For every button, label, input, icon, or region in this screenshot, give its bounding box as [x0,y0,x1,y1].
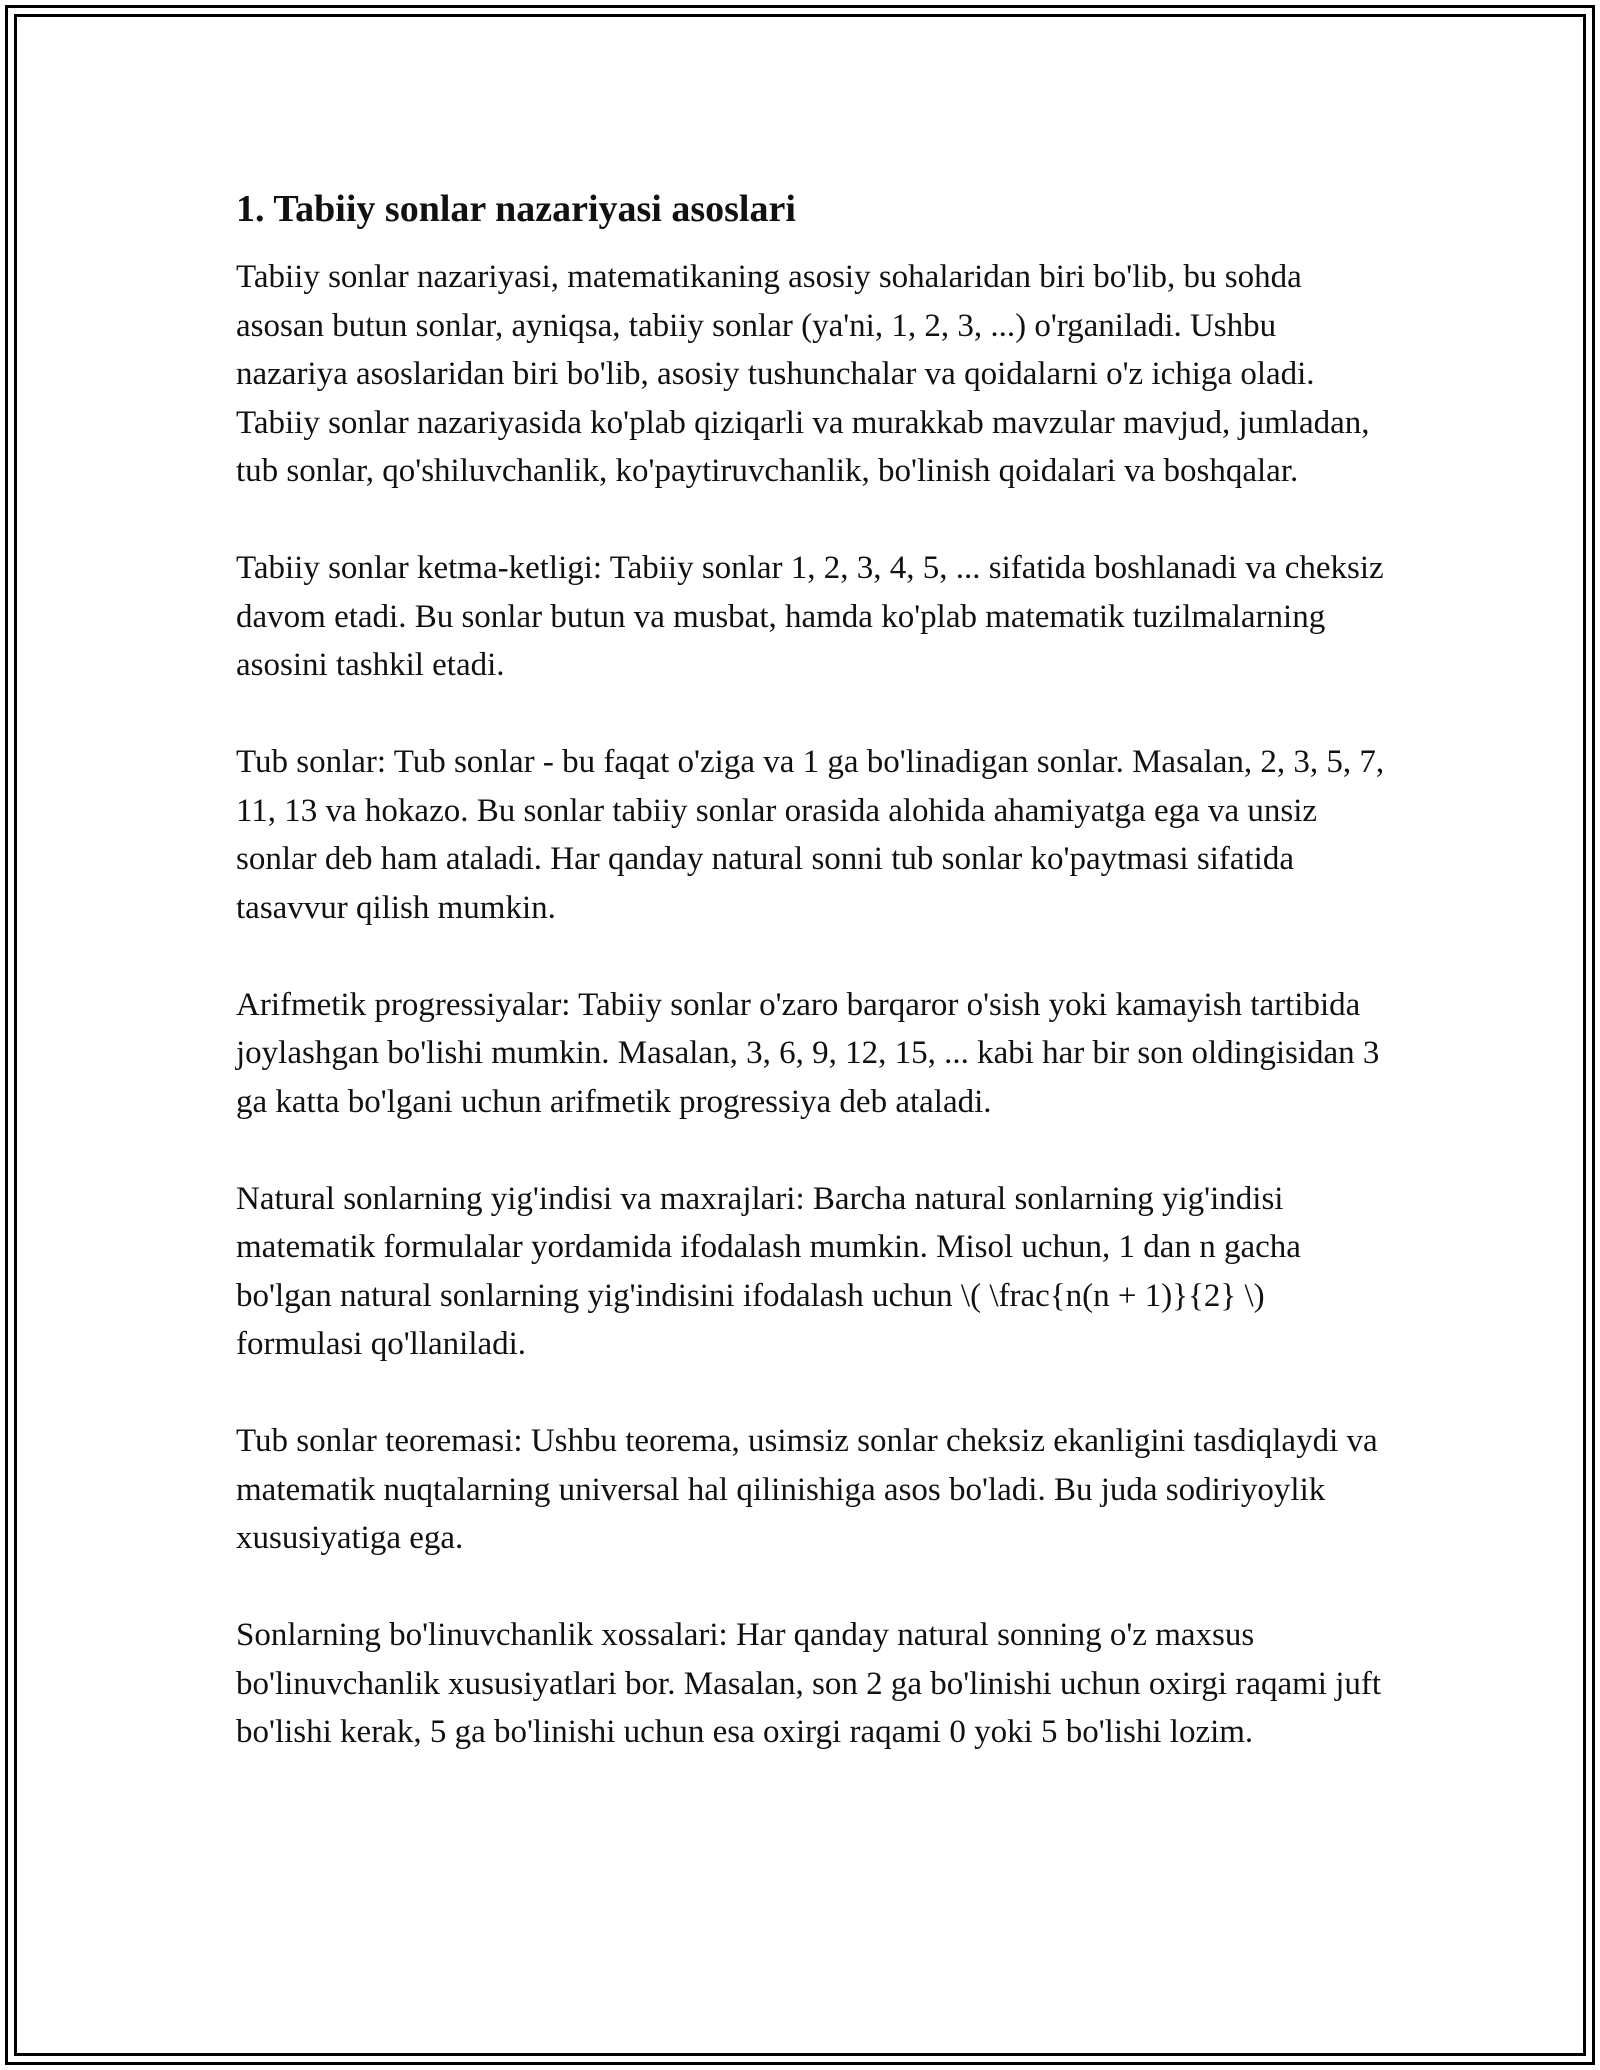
paragraph-divisibility: Sonlarning bo'linuvchanlik xossalari: Har qanday natural sonning o'z maxsus bo'linuvchanlik xususiyatlari bor. Masalan, son 2 ga bo'linishi uchun oxirgi raqami juft bo'lishi kerak, 5 ga bo'linishi uchun esa oxirgi raqami 0 yoki 5 bo'lishi lozim. [236,1617,1382,1750]
paragraph-natural-sums: Natural sonlarning yig'indisi va maxrajlari: Barcha natural sonlarning yig'indisi matematik formulalar yordamida ifodalash mumkin. Misol uchun, 1 dan n gacha bo'lgan natural sonlarning yig'indisini ifodalash uchun \( \frac{n(n + 1)}{2} \) formulasi qo'llaniladi. [236,1180,1301,1362]
paragraph-prime-theorem: Tub sonlar teoremasi: Ushbu teorema, usimsiz sonlar cheksiz ekanligini tasdiqlaydi va matematik nuqtalarning universal hal qilinishiga asos bo'ladi. Bu juda sodiriyoylik xususiyatiga ega. [236,1423,1378,1556]
paragraph-prime-numbers: Tub sonlar: Tub sonlar - bu faqat o'ziga va 1 ga bo'linadigan sonlar. Masalan, 2, 3, 5, 7, 11, 13 va hokazo. Bu sonlar tabiiy sonlar orasida alohida ahamiyatga ega va unsiz sonlar deb ham ataladi. Har qanday natural sonni tub sonlar ko'paytmasi sifatida tasavvur qilish mumkin. [236,744,1385,926]
paragraph-intro: Tabiiy sonlar nazariyasi, matematikaning asosiy sohalaridan biri bo'lib, bu sohda asosan butun sonlar, ayniqsa, tabiiy sonlar (ya'ni, 1, 2, 3, ...) o'rganiladi. Ushbu nazariya asoslaridan biri bo'lib, asosiy tushunchalar va qoidalarni o'z ichiga oladi. Tabiiy sonlar nazariyasida ko'plab qiziqarli va murakkab mavzular mavjud, jumladan, tub sonlar, qo'shiluvchanlik, ko'paytiruvchanlik, bo'linish qoidalari va boshqalar. [236,259,1370,489]
document-body [236,185,1386,1805]
paragraph-arithmetic-progressions: Arifmetik progressiyalar: Tabiiy sonlar o'zaro barqaror o'sish yoki kamayish tartibida joylashgan bo'lishi mumkin. Masalan, 3, 6, 9, 12, 15, ... kabi har bir son oldingisidan 3 ga katta bo'lgani uchun arifmetik progressiya deb ataladi. [236,986,1380,1120]
document-title: 1. Tabiiy sonlar nazariyasi asoslari [236,188,796,230]
paragraph-natural-sequence: Tabiiy sonlar ketma-ketligi: Tabiiy sonlar 1, 2, 3, 4, 5, ... sifatida boshlanadi va cheksiz davom etadi. Bu sonlar butun va musbat, hamda ko'plab matematik tuzilmalarning asosini tashkil etadi. [236,550,1384,683]
